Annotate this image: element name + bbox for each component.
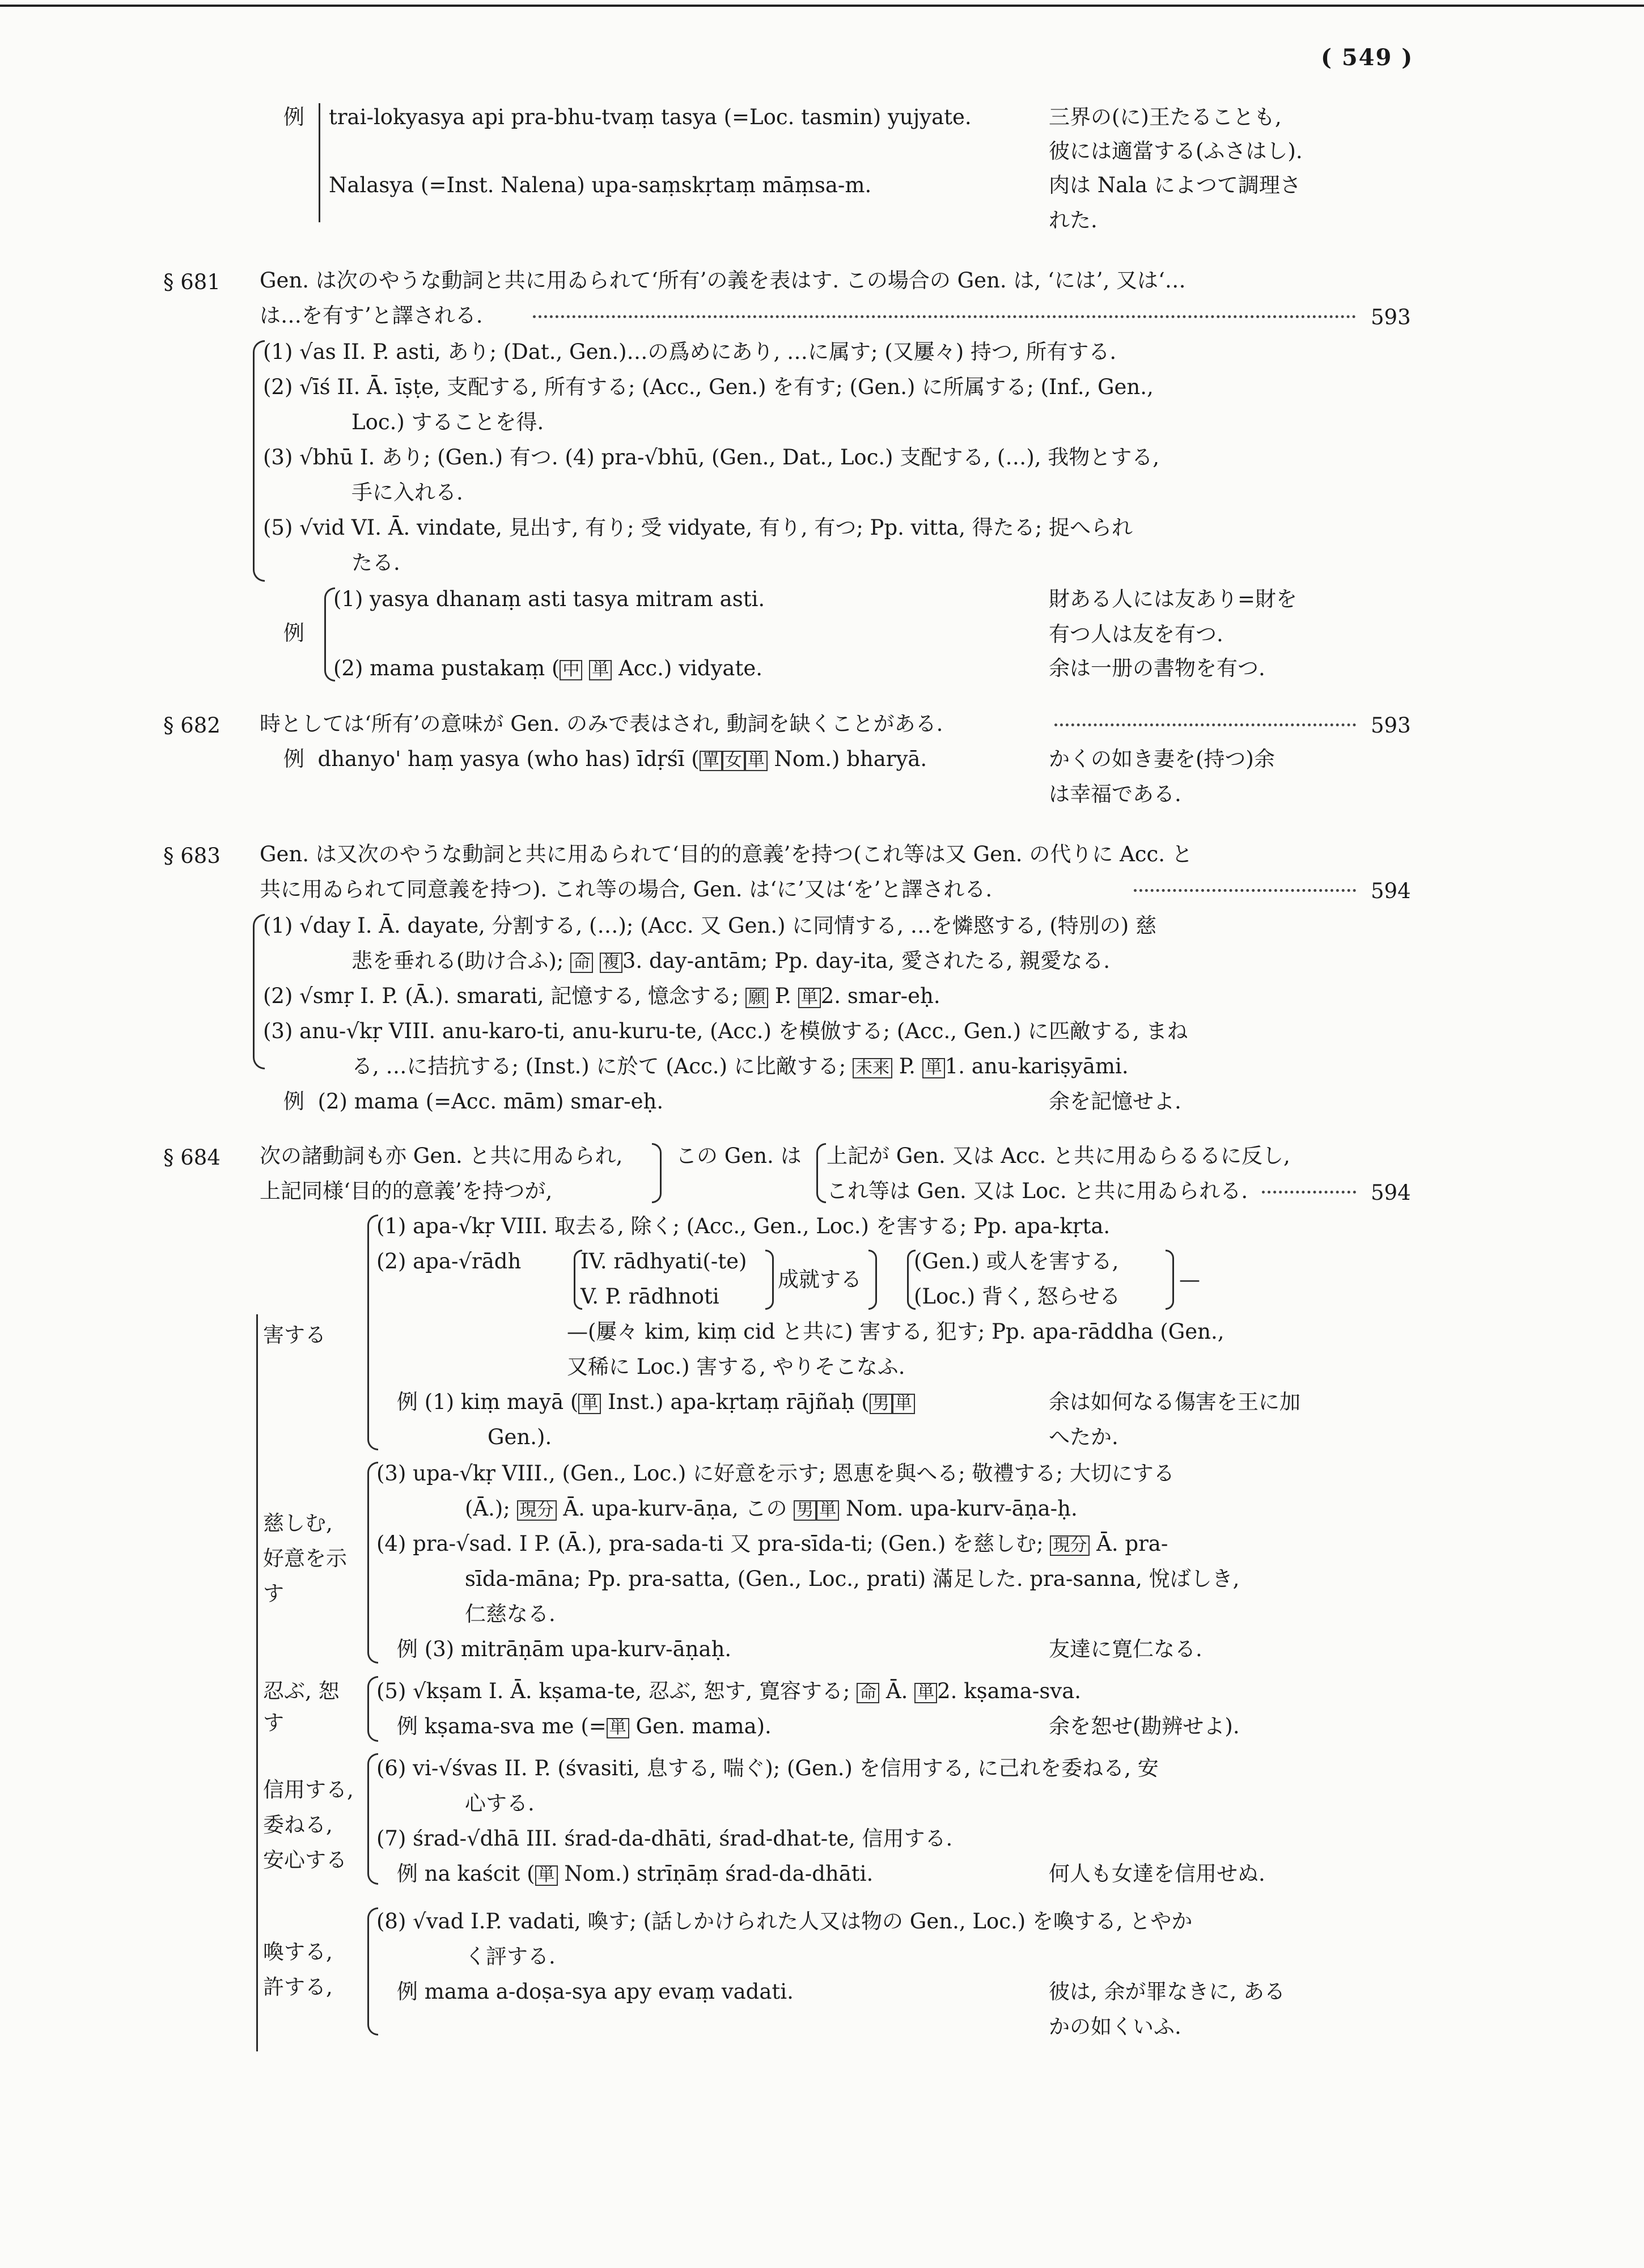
item-684-8a: (8) √vad I.P. vadati, 喚す; (話しかけられた人又は物の Gen., Loc.) を喚する, とやか [376,1909,1193,1933]
example-684-8-jp-1: 彼は, 余が罪なきに, ある [1049,1979,1286,2004]
item-681-3a: (3) √bhū I. あり; (Gen.) 有つ. (4) pra-√bhū, (Gen., Dat., Loc.) 支配する, (…), 我物とする, [263,445,1160,469]
item-683-1b: 悲を垂れる(助け合ふ); 命 複 3. day-antām; Pp. day-ita, 愛されたる, 親愛なる. [351,949,1111,973]
example-jp-2: 彼には適當する(ふさはし). [1049,139,1303,163]
section-681-page-ref: 593 [1371,305,1411,329]
section-683-heading-1: Gen. は又次のやうな動詞と共に用ゐられて‘目的的意義’を持つ(これ等は又 Gen. の代りに Acc. と [260,842,1193,866]
item-684-2-v: V. P. rādhnoti [581,1284,719,1309]
example-684-7-jp: 何人も女達を信用せぬ. [1049,1861,1265,1886]
example-684-8-jp-2: かの如くいふ. [1049,2015,1181,2039]
item-684-7: (7) śrad-√dhā III. śrad-da-dhāti, śrad-dhat-te, 信用する. [376,1826,953,1851]
group-margin-bar [256,1314,258,2051]
group-label-call-2: 許する, [263,1975,333,1999]
example-681-1-jp-1: 財ある人には友あり=財を [1049,587,1298,611]
grammar-box: 現分 [517,1500,557,1521]
example-684-8: 例 mama a-doṣa-sya apy evaṃ vadati. [397,1979,794,2004]
example-sanskrit-2: Nalasya (=Inst. Nalena) upa-saṃskṛtaṃ māṃsa-m. [329,173,872,197]
grammar-box: 単 [535,1865,558,1886]
grammar-box: 單 [700,751,722,771]
section-681-number: § 681 [163,270,221,294]
example-684-7: 例 na kaścit ( 単 Nom.) strīṇāṃ śrad-da-dhāti. [397,1861,874,1886]
example-sanskrit-1: trai-lokyasya api pra-bhu-tvaṃ tasya (=Loc. tasmin) yujyate. [329,105,972,129]
section-684-heading-2: 上記同様‘目的的意義’を持つが, [260,1179,553,1203]
example-jp-3: 肉は Nala によつて調理さ [1049,173,1301,197]
group-label-forbear-1: 忍ぶ, 恕 [263,1679,340,1703]
item-683-3a: (3) anu-√kṛ VIII. anu-karo-ti, anu-kuru-te, (Acc.) を模倣する; (Acc., Gen.) に匹敵する, まね [263,1019,1188,1043]
item-681-3b: 手に入れる. [351,480,463,505]
item-684-2: (2) apa-√rādh [376,1249,522,1273]
grammar-box: 未来 [853,1058,892,1078]
heading-left-brace [816,1143,826,1203]
example-681-2-jp: 余は一册の書物を有つ. [1049,656,1265,680]
item-684-6b: 心する. [465,1791,535,1816]
example-681-1: (1) yasya dhanaṃ asti tasya mitram asti. [333,587,765,611]
section-682-heading: 時としては‘所有’の意味が Gen. のみで表はされ, 動詞を缺くことがある. [260,712,943,736]
grammar-box: 単 [607,1718,629,1738]
item-684-2c: —(屢々 kim, kiṃ cid と共に) 害する, 犯す; Pp. apa-rāddha (Gen., [567,1319,1224,1344]
section-684-heading-r2: これ等は Gen. 又は Loc. と共に用ゐられる. [827,1179,1248,1203]
group-label-call-1: 喚する, [263,1940,333,1964]
item-681-5b: たる. [351,551,400,575]
item-684-4d: 仁慈なる. [465,1602,556,1626]
item-684-1: (1) apa-√kṛ VIII. 取去る, 除く; (Acc., Gen., Loc.) を害する; Pp. apa-kṛta. [376,1214,1111,1238]
leader-dots [1134,889,1356,892]
group-label-kindness-3: す [263,1581,284,1606]
leader-dots [1262,1191,1356,1194]
item-683-2: (2) √smṛ I. P. (Ā.). smarati, 記憶する, 憶念する; 願 P. 単 2. smar-eḥ. [263,984,940,1008]
item-684-2-loc: (Loc.) 背く, 怒らせる [914,1284,1121,1309]
section-681-heading-2: は…を有す’と譯される. [260,303,483,328]
item-684-5: (5) √kṣam I. Ā. kṣama-te, 忍ぶ, 恕す, 寛容する; 命 Ā. 単 2. kṣama-sva. [376,1679,1082,1703]
item-684-4a: (4) pra-√sad. I P. (Ā.), pra-sada-ti 又 pra-sīda-ti; (Gen.) を慈しむ; 現分 Ā. pra- [376,1531,1168,1556]
item-681-2b: Loc.) することを得. [351,410,544,434]
group-label-trust-2: 委ねる, [263,1813,333,1837]
grammar-box: 願 [745,988,768,1008]
grammar-box: 命 [570,953,593,973]
heading-right-brace [652,1143,662,1203]
example-684-5-jp: 余を恕せ(勘辨せよ). [1049,1714,1240,1738]
section-682-jp-2: は幸福である. [1049,782,1181,806]
item-684-4c: sīda-māna; Pp. pra-satta, (Gen., Loc., prati) 滿足した. pra-sanna, 悅ばしき, [465,1567,1240,1591]
group-label-trust-3: 安心する [263,1848,347,1872]
leader-dots [1054,723,1356,726]
grammar-box: 中 [560,660,582,680]
grammar-box: 単 [914,1683,937,1703]
item-684-2-rbrace [765,1250,774,1310]
item-684-2-rbrace-3 [1166,1250,1174,1310]
item-683-1a: (1) √day I. Ā. dayate, 分割する, (…); (Acc. 又 Gen.) に同情する, …を憐愍する, (特別の) 慈 [263,913,1156,938]
example-684-3: 例 (3) mitrāṇām upa-kurv-āṇaḥ. [397,1637,732,1661]
example-bar [319,103,320,222]
section-683-heading-2: 共に用ゐられて同意義を持つ). これ等の場合, Gen. は‘に’又は‘を’と譯される. [260,877,993,902]
item-681-5a: (5) √vid VI. Ā. vindate, 見出す, 有り; 受 vidyate, 有り, 有つ; Pp. vitta, 得たる; 捉へられ [263,515,1133,540]
section-684-page-ref: 594 [1371,1180,1411,1205]
group-label-trust-1: 信用する, [263,1778,354,1802]
grammar-box: 単 [589,660,612,680]
leader-dots [533,315,1356,318]
example-684-1-jp-2: へたか. [1049,1425,1118,1449]
grammar-box: 単 [745,751,768,771]
item-684-2-gen: (Gen.) 或人を害する, [914,1249,1119,1273]
item-684-2-iv: IV. rādhyati(-te) [581,1249,747,1273]
example-684-1: 例 (1) kiṃ mayā ( 単 Inst.) apa-kṛtaṃ rājñaḥ ( 男 単 [397,1391,915,1414]
item-684-3b: (Ā.); 現分 Ā. upa-kurv-āṇa, この 男 単 Nom. upa-kurv-āṇa-ḥ. [465,1496,1078,1521]
item-684-6a: (6) vi-√śvas II. P. (śvasiti, 息する, 喘ぐ); (Gen.) を信用する, に己れを委ねる, 安 [376,1756,1159,1780]
grammar-box: 女 [722,751,745,771]
item-684-2-dash: — [1179,1267,1200,1292]
group-label-kindness-2: 好意を示 [263,1546,347,1571]
grammar-box: 男 [870,1394,892,1414]
group-label-forbear-2: す [263,1711,284,1735]
example-jp-4: れた. [1049,208,1098,232]
section-682-jp-1: かくの如き妻を(持つ)余 [1049,747,1275,771]
section-682-number: § 682 [163,713,221,738]
section-683-number: § 683 [163,844,221,868]
section-682-page-ref: 593 [1371,713,1411,738]
item-684-3a: (3) upa-√kṛ VIII., (Gen., Loc.) に好意を示す; 恩恵を與へる; 敬禮する; 大切にする [376,1461,1175,1486]
grammar-box: 単 [892,1394,915,1414]
grammar-box: 単 [922,1058,945,1078]
example-681-1-jp-2: 有つ人は友を有つ. [1049,622,1223,646]
section-684-heading-1: 次の諸動詞も亦 Gen. と共に用ゐられ, [260,1144,623,1168]
item-684-2-rbrace-2 [868,1250,877,1310]
example-684-5: 例 kṣama-sva me (= 単 Gen. mama). [397,1714,772,1738]
group-label-harm: 害する [263,1323,326,1347]
example-jp-1: 三界の(に)王たることも, [1049,105,1282,129]
section-683-example: 例 (2) mama (=Acc. mām) smar-eḥ. [283,1089,664,1114]
section-681-heading-1: Gen. は次のやうな動詞と共に用ゐられて‘所有’の義を表はす. この場合の Gen. は, ‘には’, 又は‘… [260,268,1186,293]
example-684-1-jp-1: 余は如何なる傷害を王に加 [1049,1390,1300,1414]
section-682-example: 例 dhanyo' haṃ yasya (who has) īdṛśī ( 單 女 単 Nom.) bharyā. [283,747,927,771]
section-684-number: § 684 [163,1145,221,1170]
top-rule [0,5,1644,7]
page-number: ( 549 ) [1321,44,1414,71]
example-684-3-jp: 友達に寛仁なる. [1049,1637,1202,1661]
section-683-example-jp: 余を記憶せよ. [1049,1089,1181,1114]
grammar-box: 命 [857,1683,879,1703]
grammar-box: 現分 [1050,1535,1090,1556]
item-684-8b: く評する. [465,1944,556,1969]
item-684-2-accomplish: 成就する [778,1267,862,1292]
section-681-example-label: 例 [283,621,304,645]
section-684-heading-r1: 上記が Gen. 又は Acc. と共に用ゐらるるに反し, [827,1144,1290,1168]
example-681-2: (2) mama pustakaṃ ( 中 単 Acc.) vidyate. [333,656,762,680]
item-684-2d: 又稀に Loc.) 害する, やりそこなふ. [567,1355,905,1379]
example-684-1b: Gen.). [488,1425,552,1449]
section-684-heading-mid: この Gen. は [676,1144,802,1168]
grammar-box: 複 [600,953,622,973]
section-683-page-ref: 594 [1371,879,1411,903]
grammar-box: 男 [794,1500,816,1521]
item-683-3b: る, …に拮抗する; (Inst.) に於て (Acc.) に比敵する; 未来 P. 単 1. anu-kariṣyāmi. [351,1054,1129,1078]
item-681-2a: (2) √īś II. Ā. īṣṭe, 支配する, 所有する; (Acc., Gen.) を有す; (Gen.) に所属する; (Inf., Gen., [263,375,1154,399]
grammar-box: 単 [798,988,821,1008]
item-681-1: (1) √as II. P. asti, あり; (Dat., Gen.)…の爲めにあり, …に属す; (又屢々) 持つ, 所有する. [263,340,1117,364]
group-label-kindness-1: 慈しむ, [263,1511,333,1535]
grammar-box: 単 [816,1500,839,1521]
group-2-brace [367,1462,378,1664]
grammar-box: 単 [578,1394,601,1414]
example-label: 例 [283,105,304,129]
